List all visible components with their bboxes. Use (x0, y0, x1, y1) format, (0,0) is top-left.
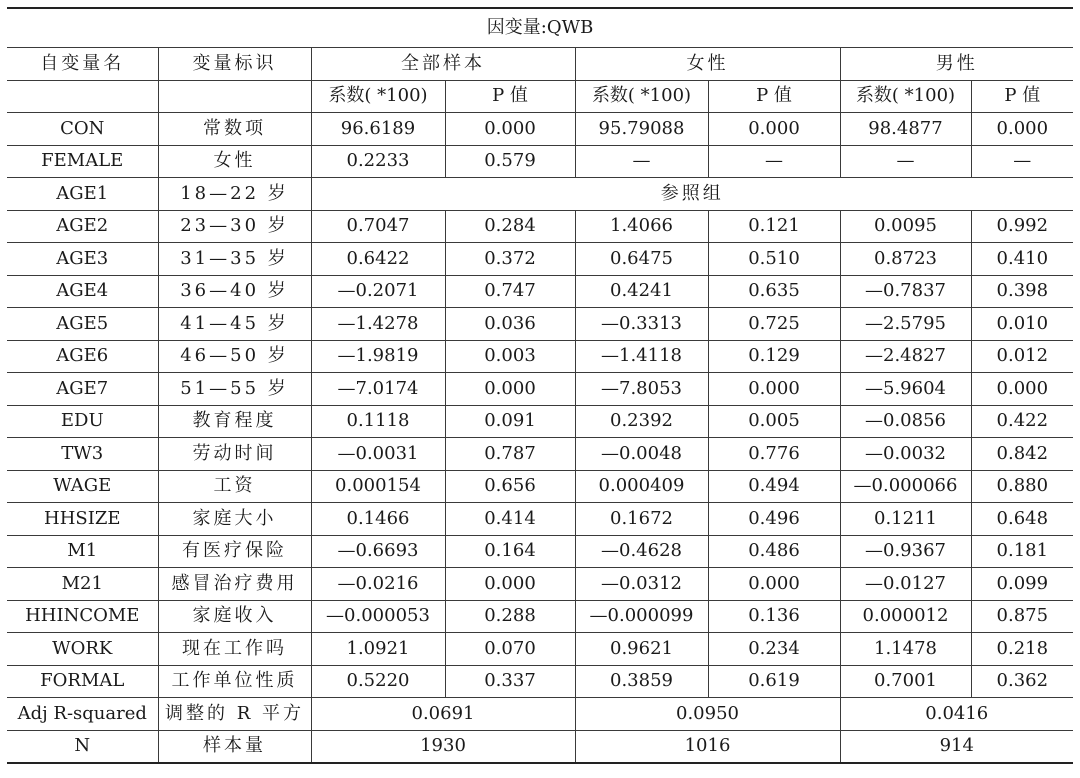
summary-label-cell: 调整的 R 平方 (158, 698, 311, 731)
variable-label-cell: 家庭大小 (158, 503, 311, 536)
table-row (7, 373, 1073, 406)
coef-all-cell: 0.7047 (311, 210, 445, 243)
pval-male-cell: 0.099 (971, 568, 1073, 601)
header-pval-male: P 值 (971, 80, 1073, 113)
table-row (7, 210, 1073, 243)
coef-male-cell: 0.8723 (840, 243, 971, 276)
coef-male-cell: 0.0095 (840, 210, 971, 243)
summary-name-cell: N (7, 730, 158, 763)
table-row (7, 340, 1073, 373)
pval-male-cell: 0.000 (971, 373, 1073, 406)
variable-name-cell: M1 (7, 535, 158, 568)
pval-male-cell: 0.875 (971, 600, 1073, 633)
variable-name-cell: EDU (7, 405, 158, 438)
pval-male-cell: 0.648 (971, 503, 1073, 536)
coef-female-cell: —0.4628 (575, 535, 708, 568)
pval-male-cell: 0.422 (971, 405, 1073, 438)
variable-name-cell: AGE2 (7, 210, 158, 243)
regression-table (7, 7, 1073, 764)
variable-label-cell: 感冒治疗费用 (158, 568, 311, 601)
header-empty-cell (158, 80, 311, 113)
pval-all-cell: 0.284 (445, 210, 575, 243)
pval-all-cell: 0.003 (445, 340, 575, 373)
header-row-stats (7, 80, 1073, 113)
table-row (7, 568, 1073, 601)
variable-name-cell: CON (7, 113, 158, 146)
pval-male-cell: 0.000 (971, 113, 1073, 146)
summary-male-cell: 914 (840, 730, 1073, 763)
coef-female-cell: —0.000099 (575, 600, 708, 633)
coef-female-cell: —0.0312 (575, 568, 708, 601)
variable-label-cell: 51—55 岁 (158, 373, 311, 406)
header-pval-all: P 值 (445, 80, 575, 113)
variable-name-cell: M21 (7, 568, 158, 601)
variable-label-cell: 工资 (158, 470, 311, 503)
variable-label-cell: 女性 (158, 145, 311, 178)
summary-row (7, 730, 1073, 763)
pval-female-cell: 0.000 (708, 113, 840, 146)
variable-label-cell: 41—45 岁 (158, 308, 311, 341)
pval-female-cell: — (708, 145, 840, 178)
table-row (7, 665, 1073, 698)
coef-female-cell: 0.3859 (575, 665, 708, 698)
table-row (7, 600, 1073, 633)
pval-female-cell: 0.121 (708, 210, 840, 243)
pval-all-cell: 0.579 (445, 145, 575, 178)
variable-name-cell: TW3 (7, 438, 158, 471)
header-row-groups (7, 48, 1073, 81)
variable-name-cell: HHSIZE (7, 503, 158, 536)
header-coef-female: 系数( *100) (575, 80, 708, 113)
pval-female-cell: 0.129 (708, 340, 840, 373)
summary-female-cell: 1016 (575, 730, 840, 763)
coef-female-cell: 0.2392 (575, 405, 708, 438)
variable-name-cell: AGE5 (7, 308, 158, 341)
pval-female-cell: 0.725 (708, 308, 840, 341)
coef-all-cell: 0.1118 (311, 405, 445, 438)
coef-all-cell: —1.9819 (311, 340, 445, 373)
pval-female-cell: 0.635 (708, 275, 840, 308)
coef-all-cell: 0.6422 (311, 243, 445, 276)
coef-female-cell: 0.000409 (575, 470, 708, 503)
coef-female-cell: 0.9621 (575, 633, 708, 666)
pval-male-cell: 0.880 (971, 470, 1073, 503)
summary-label-cell: 样本量 (158, 730, 311, 763)
variable-label-cell: 现在工作吗 (158, 633, 311, 666)
coef-female-cell: 0.6475 (575, 243, 708, 276)
pval-all-cell: 0.656 (445, 470, 575, 503)
table-row (7, 503, 1073, 536)
pval-female-cell: 0.510 (708, 243, 840, 276)
header-group-all: 全部样本 (311, 48, 575, 81)
pval-all-cell: 0.164 (445, 535, 575, 568)
coef-female-cell: —0.3313 (575, 308, 708, 341)
pval-male-cell: 0.992 (971, 210, 1073, 243)
table-row (7, 405, 1073, 438)
variable-name-cell: FORMAL (7, 665, 158, 698)
table-row (7, 113, 1073, 146)
header-empty-cell (7, 80, 158, 113)
table-title: 因变量:QWB (7, 8, 1073, 48)
title-row (7, 8, 1073, 48)
variable-label-cell: 23—30 岁 (158, 210, 311, 243)
coef-all-cell: 1.0921 (311, 633, 445, 666)
pval-all-cell: 0.000 (445, 568, 575, 601)
pval-all-cell: 0.000 (445, 113, 575, 146)
pval-male-cell: 0.398 (971, 275, 1073, 308)
pval-female-cell: 0.000 (708, 568, 840, 601)
coef-all-cell: —0.0031 (311, 438, 445, 471)
pval-female-cell: 0.776 (708, 438, 840, 471)
coef-male-cell: —0.0032 (840, 438, 971, 471)
variable-name-cell: HHINCOME (7, 600, 158, 633)
coef-male-cell: 0.000012 (840, 600, 971, 633)
variable-name-cell: AGE1 (7, 178, 158, 211)
pval-all-cell: 0.787 (445, 438, 575, 471)
pval-female-cell: 0.136 (708, 600, 840, 633)
variable-label-cell: 46—50 岁 (158, 340, 311, 373)
coef-female-cell: — (575, 145, 708, 178)
coef-all-cell: —0.6693 (311, 535, 445, 568)
coef-male-cell: —0.000066 (840, 470, 971, 503)
table-row (7, 470, 1073, 503)
table-row (7, 438, 1073, 471)
variable-name-cell: AGE6 (7, 340, 158, 373)
pval-male-cell: 0.362 (971, 665, 1073, 698)
pval-all-cell: 0.036 (445, 308, 575, 341)
variable-label-cell: 家庭收入 (158, 600, 311, 633)
table-row (7, 178, 1073, 211)
pval-male-cell: 0.842 (971, 438, 1073, 471)
table-row (7, 308, 1073, 341)
variable-name-cell: AGE3 (7, 243, 158, 276)
table-row (7, 275, 1073, 308)
coef-female-cell: 1.4066 (575, 210, 708, 243)
coef-female-cell: 0.1672 (575, 503, 708, 536)
pval-female-cell: 0.234 (708, 633, 840, 666)
coef-female-cell: —1.4118 (575, 340, 708, 373)
coef-all-cell: 96.6189 (311, 113, 445, 146)
pval-male-cell: — (971, 145, 1073, 178)
variable-name-cell: FEMALE (7, 145, 158, 178)
coef-all-cell: —7.0174 (311, 373, 445, 406)
pval-female-cell: 0.000 (708, 373, 840, 406)
summary-all-cell: 0.0691 (311, 698, 575, 731)
pval-all-cell: 0.372 (445, 243, 575, 276)
header-group-male: 男性 (840, 48, 1073, 81)
header-var-label: 变量标识 (158, 48, 311, 81)
variable-name-cell: WAGE (7, 470, 158, 503)
variable-label-cell: 有医疗保险 (158, 535, 311, 568)
table-row (7, 535, 1073, 568)
coef-male-cell: —2.5795 (840, 308, 971, 341)
summary-name-cell: Adj R-squared (7, 698, 158, 731)
coef-female-cell: 0.4241 (575, 275, 708, 308)
coef-male-cell: 0.1211 (840, 503, 971, 536)
header-group-female: 女性 (575, 48, 840, 81)
pval-all-cell: 0.000 (445, 373, 575, 406)
coef-female-cell: —7.8053 (575, 373, 708, 406)
variable-name-cell: WORK (7, 633, 158, 666)
pval-all-cell: 0.414 (445, 503, 575, 536)
coef-male-cell: — (840, 145, 971, 178)
header-var-name: 自变量名 (7, 48, 158, 81)
variable-name-cell: AGE7 (7, 373, 158, 406)
pval-all-cell: 0.747 (445, 275, 575, 308)
coef-all-cell: 0.5220 (311, 665, 445, 698)
pval-male-cell: 0.010 (971, 308, 1073, 341)
variable-label-cell: 教育程度 (158, 405, 311, 438)
coef-female-cell: 95.79088 (575, 113, 708, 146)
header-coef-all: 系数( *100) (311, 80, 445, 113)
pval-male-cell: 0.181 (971, 535, 1073, 568)
pval-all-cell: 0.091 (445, 405, 575, 438)
variable-name-cell: AGE4 (7, 275, 158, 308)
pval-all-cell: 0.070 (445, 633, 575, 666)
pval-female-cell: 0.486 (708, 535, 840, 568)
summary-male-cell: 0.0416 (840, 698, 1073, 731)
coef-male-cell: —0.0856 (840, 405, 971, 438)
table-row (7, 243, 1073, 276)
coef-male-cell: —5.9604 (840, 373, 971, 406)
variable-label-cell: 劳动时间 (158, 438, 311, 471)
pval-all-cell: 0.288 (445, 600, 575, 633)
coef-all-cell: 0.000154 (311, 470, 445, 503)
coef-male-cell: 98.4877 (840, 113, 971, 146)
coef-all-cell: 0.2233 (311, 145, 445, 178)
pval-female-cell: 0.494 (708, 470, 840, 503)
coef-all-cell: —0.000053 (311, 600, 445, 633)
pval-male-cell: 0.012 (971, 340, 1073, 373)
variable-label-cell: 常数项 (158, 113, 311, 146)
coef-male-cell: 1.1478 (840, 633, 971, 666)
pval-female-cell: 0.005 (708, 405, 840, 438)
pval-female-cell: 0.496 (708, 503, 840, 536)
header-coef-male: 系数( *100) (840, 80, 971, 113)
variable-label-cell: 工作单位性质 (158, 665, 311, 698)
coef-male-cell: —0.7837 (840, 275, 971, 308)
reference-group-cell: 参照组 (311, 178, 1073, 211)
coef-all-cell: —0.2071 (311, 275, 445, 308)
coef-male-cell: —0.0127 (840, 568, 971, 601)
table-row (7, 145, 1073, 178)
coef-all-cell: 0.1466 (311, 503, 445, 536)
variable-label-cell: 31—35 岁 (158, 243, 311, 276)
coef-male-cell: 0.7001 (840, 665, 971, 698)
summary-all-cell: 1930 (311, 730, 575, 763)
coef-male-cell: —0.9367 (840, 535, 971, 568)
variable-label-cell: 18—22 岁 (158, 178, 311, 211)
variable-label-cell: 36—40 岁 (158, 275, 311, 308)
coef-all-cell: —1.4278 (311, 308, 445, 341)
table-row (7, 633, 1073, 666)
summary-row (7, 698, 1073, 731)
pval-all-cell: 0.337 (445, 665, 575, 698)
pval-female-cell: 0.619 (708, 665, 840, 698)
summary-female-cell: 0.0950 (575, 698, 840, 731)
header-pval-female: P 值 (708, 80, 840, 113)
coef-all-cell: —0.0216 (311, 568, 445, 601)
coef-female-cell: —0.0048 (575, 438, 708, 471)
coef-male-cell: —2.4827 (840, 340, 971, 373)
pval-male-cell: 0.218 (971, 633, 1073, 666)
pval-male-cell: 0.410 (971, 243, 1073, 276)
